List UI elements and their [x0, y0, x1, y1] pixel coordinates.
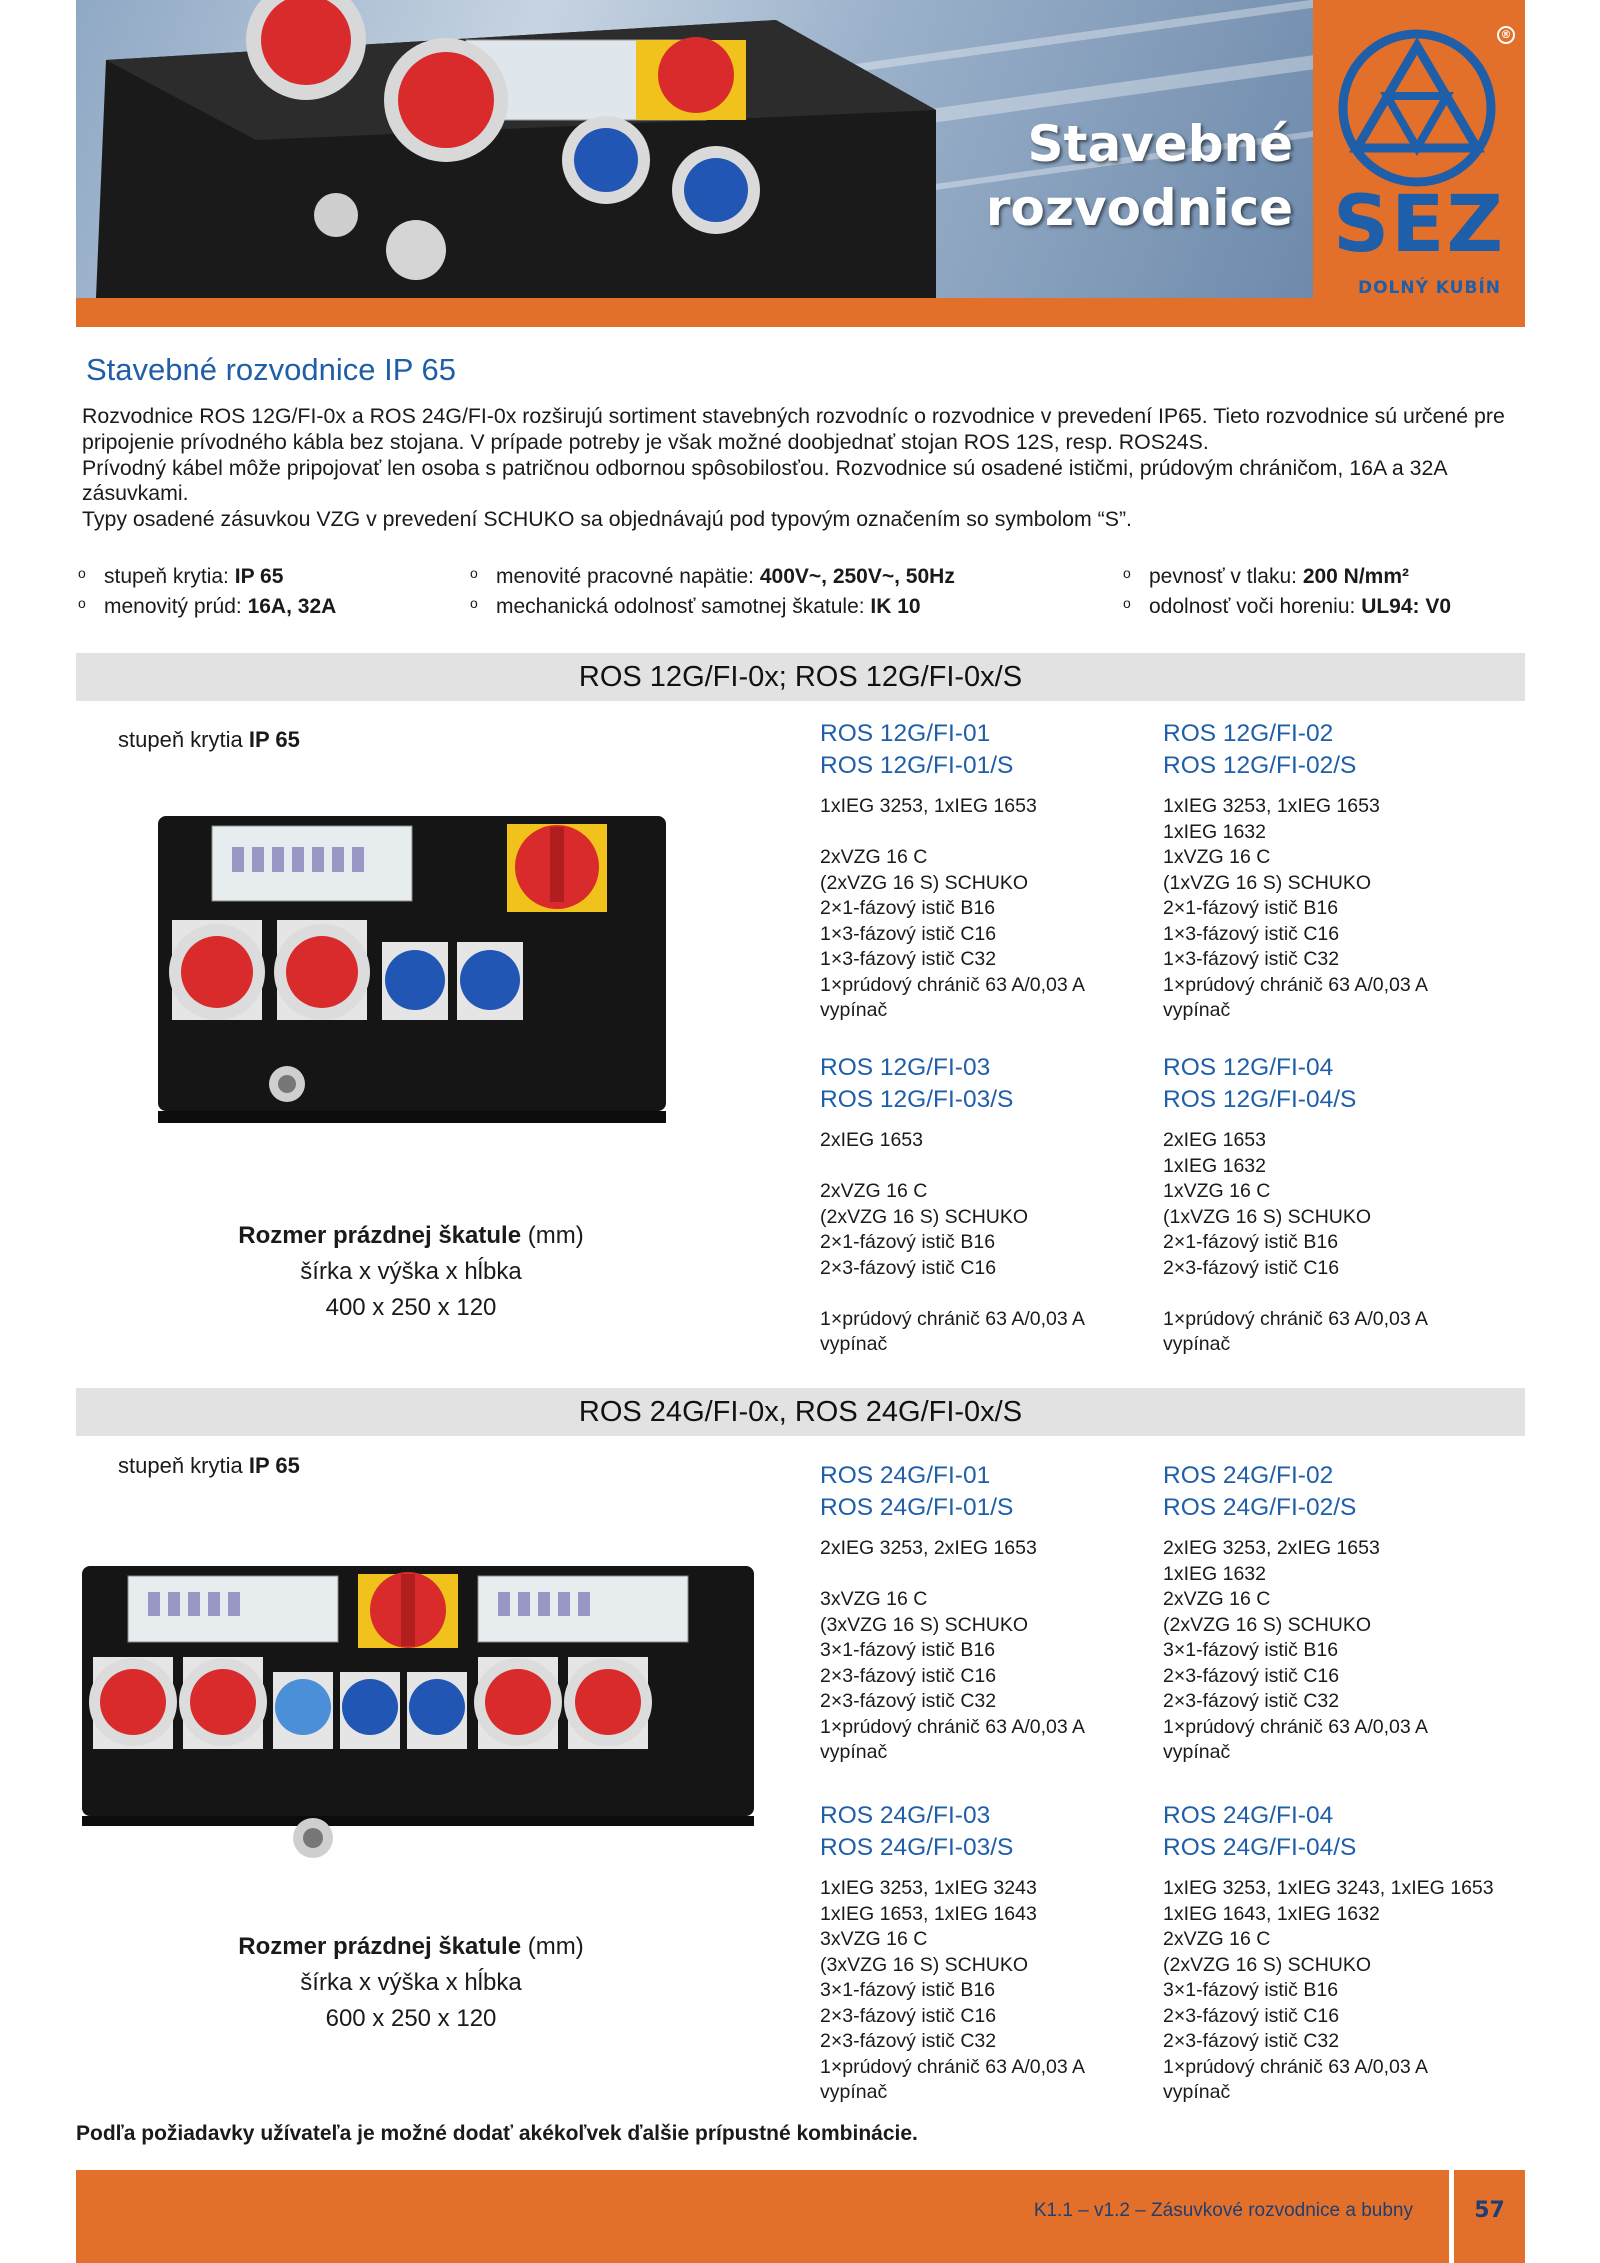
- registered-mark: ®: [1497, 26, 1515, 44]
- product-image-ros12g: [152, 812, 672, 1172]
- header-product-image: [76, 0, 956, 298]
- variant-ros24g-04: ROS 24G/FI-04 ROS 24G/FI-04/S 1xIEG 3253, 1xIEG 3243, 1xIEG 1653 1xIEG 1643, 1xIEG 1632 2xVZG 16 C (2xVZG 16 S) SCHUKO 3×1-fázový istič B16 2×3-fázový istič C16 2×3-fázový istič C32 1×prúdový chránič 63 A/0,03 A vypínač: [1163, 1802, 1494, 2103]
- variant-ros24g-01: ROS 24G/FI-01 ROS 24G/FI-01/S 2xIEG 3253, 2xIEG 1653 3xVZG 16 C (3xVZG 16 S) SCHUKO 3×1-fázový istič B16 2×3-fázový istič C16 2×3-fázový istič C32 1×prúdový chránič 63 A/0,03 A vypínač: [820, 1462, 1086, 1763]
- section-header-ros12g: ROS 12G/FI-0x; ROS 12G/FI-0x/S: [76, 653, 1525, 701]
- box-dimensions-ros12g: Rozmer prázdnej škatule (mm) šírka x výška x hĺbka 400 x 250 x 120: [238, 1222, 584, 1321]
- header-photo: [76, 0, 1313, 298]
- footer-section-label: K1.1 – v1.2 – Zásuvkové rozvodnice a bubny: [1033, 2200, 1413, 2221]
- product-image-ros24g: [78, 1562, 758, 1872]
- variant-ros24g-03: ROS 24G/FI-03 ROS 24G/FI-03/S 1xIEG 3253, 1xIEG 3243 1xIEG 1653, 1xIEG 1643 3xVZG 16 C (3xVZG 16 S) SCHUKO 3×1-fázový istič B16 2×3-fázový istič C16 2×3-fázový istič C32 1×prúdový chránič 63 A/0,03 A vypínač: [820, 1802, 1086, 2103]
- specs-column-2: [470, 562, 955, 622]
- header-title: Stavebné rozvodnice: [985, 115, 1293, 237]
- ip-rating-label: stupeň krytia IP 65: [118, 1453, 300, 1478]
- page-footer: [76, 2170, 1525, 2263]
- variant-ros24g-02: ROS 24G/FI-02 ROS 24G/FI-02/S 2xIEG 3253, 2xIEG 1653 1xIEG 1632 2xVZG 16 C (2xVZG 16 S) SCHUKO 3×1-fázový istič B16 2×3-fázový istič C16 2×3-fázový istič C32 1×prúdový chránič 63 A/0,03 A vypínač: [1163, 1462, 1429, 1763]
- spec-item: o pevnosť v tlaku: 200 N/mm²: [1123, 565, 1410, 588]
- intro-paragraph: Typy osadené zásuvkou VZG v prevedení SCHUKO sa objednávajú pod typovým označením so symbolom “S”.: [82, 507, 1132, 532]
- spec-item: o stupeň krytia: IP 65: [78, 565, 284, 588]
- section-title: Stavebné rozvodnice IP 65: [86, 352, 456, 387]
- footnote: Podľa požiadavky užívateľa je možné dodať akékoľvek ďalšie prípustné kombinácie.: [76, 2122, 918, 2145]
- logo-text: SEZ: [1333, 180, 1506, 270]
- section-header-ros24g: ROS 24G/FI-0x, ROS 24G/FI-0x/S: [76, 1388, 1525, 1436]
- spec-item: o mechanická odolnosť samotnej škatule: IK 10: [470, 595, 921, 618]
- ip-rating-label: stupeň krytia IP 65: [118, 727, 300, 752]
- spec-item: o menovitý prúd: 16A, 32A: [78, 595, 337, 618]
- header-strip: [76, 298, 1313, 327]
- header-banner: [76, 0, 1525, 327]
- specs-column-3: [1123, 562, 1451, 622]
- variant-ros12g-02: ROS 12G/FI-02 ROS 12G/FI-02/S 1xIEG 3253, 1xIEG 1653 1xIEG 1632 1xVZG 16 C (1xVZG 16 S) SCHUKO 2×1-fázový istič B16 1×3-fázový istič C16 1×3-fázový istič C32 1×prúdový chránič 63 A/0,03 A vypínač: [1163, 720, 1429, 1021]
- variant-ros12g-04: ROS 12G/FI-04 ROS 12G/FI-04/S 2xIEG 1653 1xIEG 1632 1xVZG 16 C (1xVZG 16 S) SCHUKO 2×1-fázový istič B16 2×3-fázový istič C16 1×prúdový chránič 63 A/0,03 A vypínač: [1163, 1054, 1429, 1355]
- page-number: 57: [1449, 2170, 1525, 2263]
- intro-paragraph: Rozvodnice ROS 12G/FI-0x a ROS 24G/FI-0x rozširujú sortiment stavebných rozvodníc o rozvodnice v prevedení IP65. Tieto rozvodnice sú určené pre pripojenie prívodného kábla bez stojana. V prípade potreby je však možné doobjednať stojan ROS 12S, resp. ROS24S.: [82, 404, 1505, 454]
- intro-text: [82, 404, 1532, 533]
- logo-subtitle: DOLNÝ KUBÍN: [1357, 278, 1501, 298]
- spec-item: o menovité pracovné napätie: 400V~, 250V~, 50Hz: [470, 565, 955, 588]
- specs-column-1: [78, 562, 336, 622]
- variant-ros12g-01: ROS 12G/FI-01 ROS 12G/FI-01/S 1xIEG 3253, 1xIEG 1653 2xVZG 16 C (2xVZG 16 S) SCHUKO 2×1-fázový istič B16 1×3-fázový istič C16 1×3-fázový istič C32 1×prúdový chránič 63 A/0,03 A vypínač: [820, 720, 1086, 1021]
- spec-item: o odolnosť voči horeniu: UL94: V0: [1123, 595, 1452, 618]
- sez-emblem-icon: [1337, 28, 1497, 188]
- intro-paragraph: Prívodný kábel môže pripojovať len osoba s patričnou odbornou spôsobilosťou. Rozvodnice sú osadené ističmi, prúdovým chráničom, 16A a 32A zásuvkami.: [82, 455, 1447, 506]
- box-dimensions-ros24g: Rozmer prázdnej škatule (mm) šírka x výška x hĺbka 600 x 250 x 120: [238, 1933, 584, 2032]
- company-logo: [1313, 0, 1525, 298]
- variant-ros12g-03: ROS 12G/FI-03 ROS 12G/FI-03/S 2xIEG 1653 2xVZG 16 C (2xVZG 16 S) SCHUKO 2×1-fázový istič B16 2×3-fázový istič C16 1×prúdový chránič 63 A/0,03 A vypínač: [820, 1054, 1086, 1355]
